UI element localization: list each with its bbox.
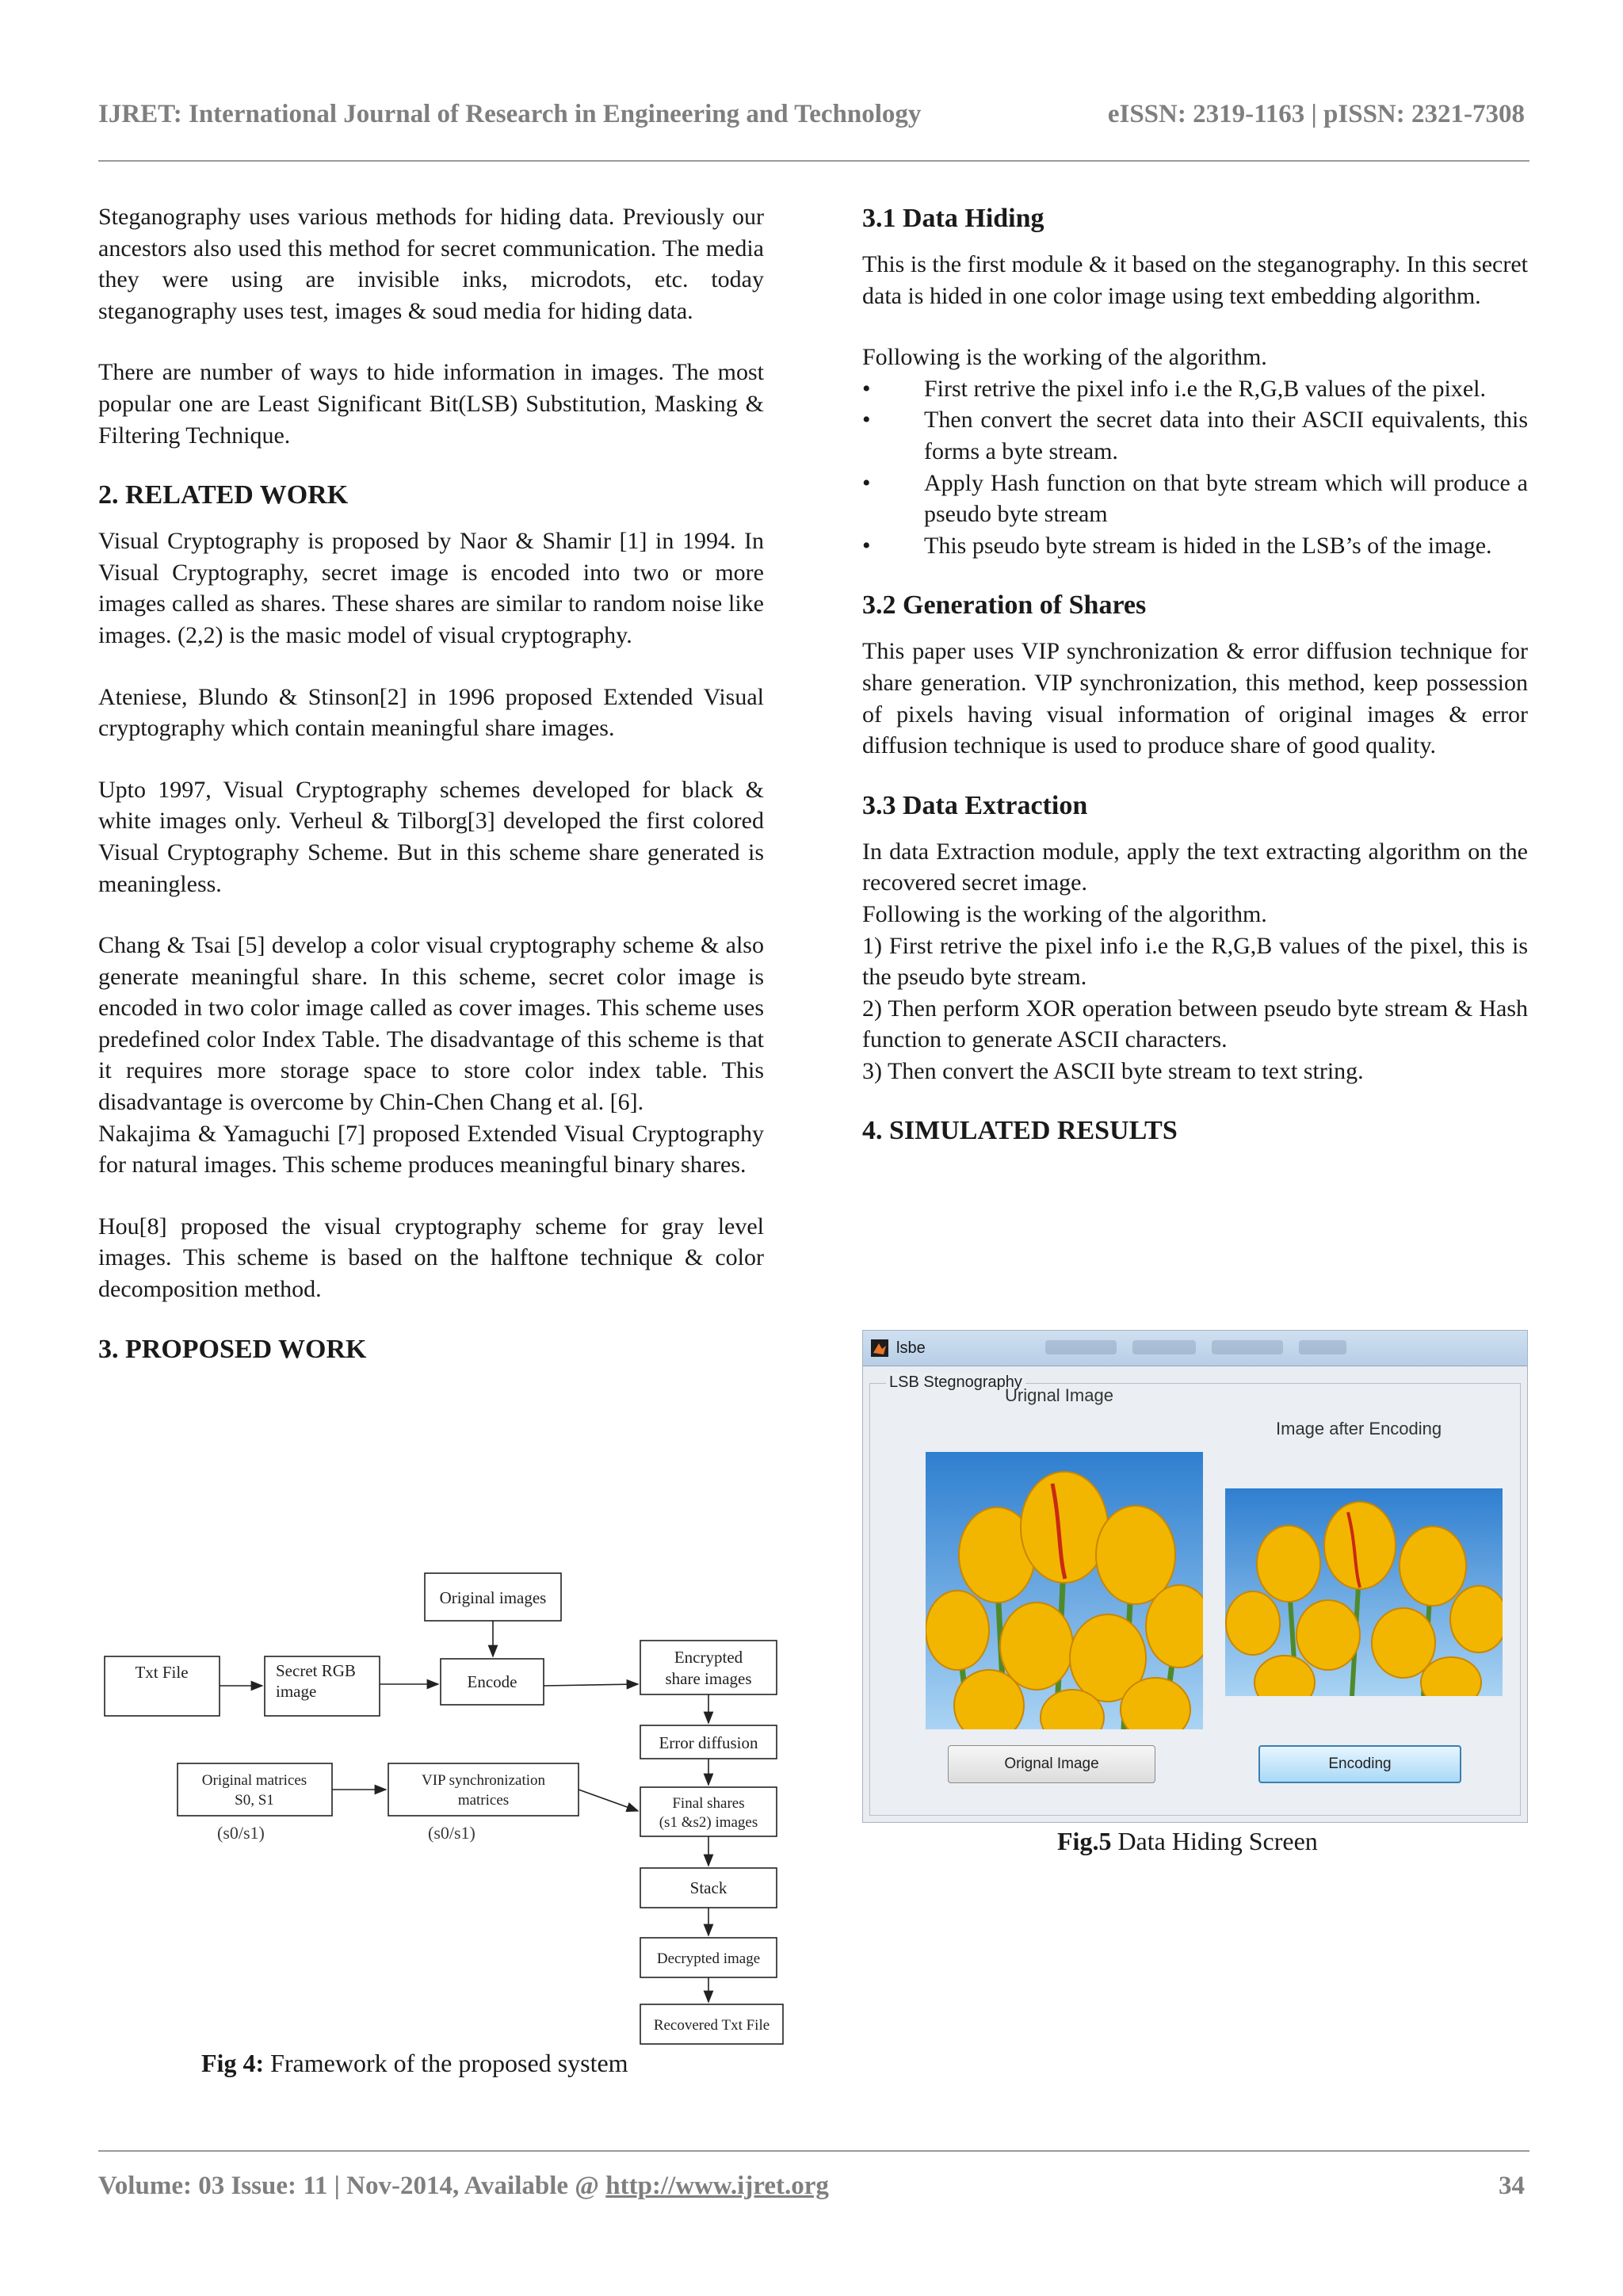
data-extraction-paragraph-1: In data Extraction module, apply the text extracting algorithm on the recovered secret image. <box>862 838 1528 896</box>
original-matrices-label-2: S0, S1 <box>235 1792 274 1809</box>
data-hiding-paragraph-1: This is the first module & it based on the steganography. In this secret data is hided in one color image using text embedding algorithm. <box>862 251 1528 309</box>
menu-blur <box>1299 1340 1346 1354</box>
related-work-heading: 2. RELATED WORK <box>98 480 349 510</box>
page-header <box>98 100 1525 129</box>
intro-paragraph-1: Steganography uses various methods for hiding data. Previously our ancestors also used this method for secret communication. The media they were using are invisible inks, microdots, etc. today steganography uses test, images & soud media for hiding data. <box>98 204 764 324</box>
menu-blur <box>1132 1340 1196 1354</box>
panel-title: LSB Stegnography <box>886 1373 1025 1392</box>
final-shares-label-2: (s1 &s2) images <box>659 1814 758 1831</box>
original-image-label: Urignal Image <box>1005 1385 1113 1405</box>
window-title: lsbe <box>896 1339 926 1357</box>
error-diffusion-label: Error diffusion <box>659 1733 758 1752</box>
fig4-caption: Fig 4: Framework of the proposed system <box>201 2049 628 2077</box>
proposed-work-heading: 3. PROPOSED WORK <box>98 1334 367 1364</box>
menu-blur <box>1045 1340 1117 1354</box>
header-rule <box>98 160 1529 162</box>
encrypted-label-1: Encrypted <box>674 1648 743 1667</box>
stack-label: Stack <box>689 1878 727 1897</box>
original-image <box>926 1452 1203 1729</box>
data-extraction-step-2: 2) Then perform XOR operation between pseudo byte stream & Hash function to generate ASCII characters. <box>862 995 1528 1053</box>
encoded-image <box>1225 1488 1503 1696</box>
issn-text: eISSN: 2319-1163 | pISSN: 2321-7308 <box>1107 100 1525 128</box>
secret-rgb-label-1: Secret RGB <box>276 1661 356 1680</box>
list-item: • First retrive the pixel info i.e the R,G,B values of the pixel. <box>862 373 1528 405</box>
generation-shares-heading: 3.2 Generation of Shares <box>862 590 1147 621</box>
list-item: • Then convert the secret data into their ASCII equivalents, this forms a byte stream. <box>862 404 1528 467</box>
lsb-panel <box>869 1373 1521 1816</box>
encode-label: Encode <box>467 1672 517 1691</box>
journal-link[interactable]: http://www.ijret.org <box>605 2172 829 2200</box>
vip-label-2: matrices <box>457 1792 510 1809</box>
data-hiding-heading: 3.1 Data Hiding <box>862 204 1044 233</box>
decrypted-label: Decrypted image <box>656 1950 761 1967</box>
right-column <box>862 201 1528 1161</box>
generation-shares-paragraph: This paper uses VIP synchronization & error diffusion technique for share generation. VIP synchronization, this method, keep possession of pixels having visual information of original images & error diffusion technique is used to produce share of good quality. <box>862 638 1528 759</box>
menu-blur <box>1212 1340 1283 1354</box>
page-footer <box>98 2172 1525 2201</box>
list-item: • This pseudo byte stream is hided in the LSB’s of the image. <box>862 530 1528 562</box>
matlab-icon <box>871 1339 888 1357</box>
related-paragraph-6: Hou[8] proposed the visual cryptography scheme for gray level images. This scheme is based on the halftone technique & color decomposition method. <box>98 1213 764 1303</box>
related-paragraph-5: Nakajima & Yamaguchi [7] proposed Extended Visual Cryptography for natural images. This scheme produces meaningful binary shares. <box>98 1120 764 1179</box>
encoding-button[interactable]: Encoding <box>1258 1745 1461 1783</box>
related-paragraph-3: Upto 1997, Visual Cryptography schemes developed for black & white images only. Verheul & Tilborg[3] developed the first colored Visual Cryptography Scheme. But in this scheme share generated is meaningless. <box>98 776 764 897</box>
data-extraction-paragraph-2: Following is the working of the algorithm. <box>862 900 1267 927</box>
vip-label-1: VIP synchronization <box>421 1772 546 1789</box>
left-column <box>98 201 764 1380</box>
journal-title: IJRET: International Journal of Research in Engineering and Technology <box>98 100 922 128</box>
window-titlebar <box>863 1331 1527 1366</box>
original-image-button[interactable]: Orignal Image <box>948 1745 1155 1783</box>
data-extraction-heading: 3.3 Data Extraction <box>862 790 1088 820</box>
related-paragraph-4: Chang & Tsai [5] develop a color visual cryptography scheme & also generate meaningful share. In this scheme, secret color image is encoded in two color image called as cover images. This scheme uses predefined color Index Table. The disadvantage of this scheme is that it requires more storage space to store color index table. This disadvantage is overcome by Chin-Chen Chang et al. [6]. <box>98 932 764 1116</box>
data-hiding-screenshot <box>862 1330 1528 1823</box>
txt-file-label: Txt File <box>135 1663 189 1682</box>
page-number: 34 <box>1499 2172 1525 2200</box>
recovered-label: Recovered Txt File <box>653 2017 770 2034</box>
original-matrices-label-1: Original matrices <box>201 1772 307 1789</box>
encoded-image-label: Image after Encoding <box>1276 1419 1442 1438</box>
simulated-results-heading: 4. SIMULATED RESULTS <box>862 1116 1178 1146</box>
footer-rule <box>98 2150 1529 2152</box>
data-hiding-steps <box>862 373 1528 562</box>
fig5-caption: Fig.5 Data Hiding Screen <box>1057 1827 1318 1855</box>
data-hiding-paragraph-2: Following is the working of the algorithm. <box>862 344 1267 371</box>
encrypted-label-2: share images <box>665 1669 752 1688</box>
data-extraction-step-1: 1) First retrive the pixel info i.e the R,G,B values of the pixel, this is the pseudo byte stream. <box>862 932 1528 991</box>
related-paragraph-1: Visual Cryptography is proposed by Naor & Shamir [1] in 1994. In Visual Cryptography, secret image is encoded into two or more images called as shares. These shares are similar to random noise like images. (2,2) is the masic model of visual cryptography. <box>98 528 764 648</box>
data-extraction-step-3: 3) Then convert the ASCII byte stream to text string. <box>862 1057 1364 1084</box>
secret-rgb-label-2: image <box>276 1682 317 1701</box>
list-item: • Apply Hash function on that byte stream which will produce a pseudo byte stream <box>862 468 1528 530</box>
s0s1-label-right: (s0/s1) <box>428 1823 475 1843</box>
original-images-label: Original images <box>439 1588 547 1607</box>
s0s1-label-left: (s0/s1) <box>217 1823 265 1843</box>
footer-volume: Volume: 03 Issue: 11 | Nov-2014, Available @ http://www.ijret.org <box>98 2172 829 2200</box>
final-shares-label-1: Final shares <box>672 1795 745 1812</box>
related-paragraph-2: Ateniese, Blundo & Stinson[2] in 1996 proposed Extended Visual cryptography which contain meaningful share images. <box>98 683 764 742</box>
framework-diagram <box>98 1557 796 2049</box>
intro-paragraph-2: There are number of ways to hide information in images. The most popular one are Least Significant Bit(LSB) Substitution, Masking & Filtering Technique. <box>98 359 764 449</box>
